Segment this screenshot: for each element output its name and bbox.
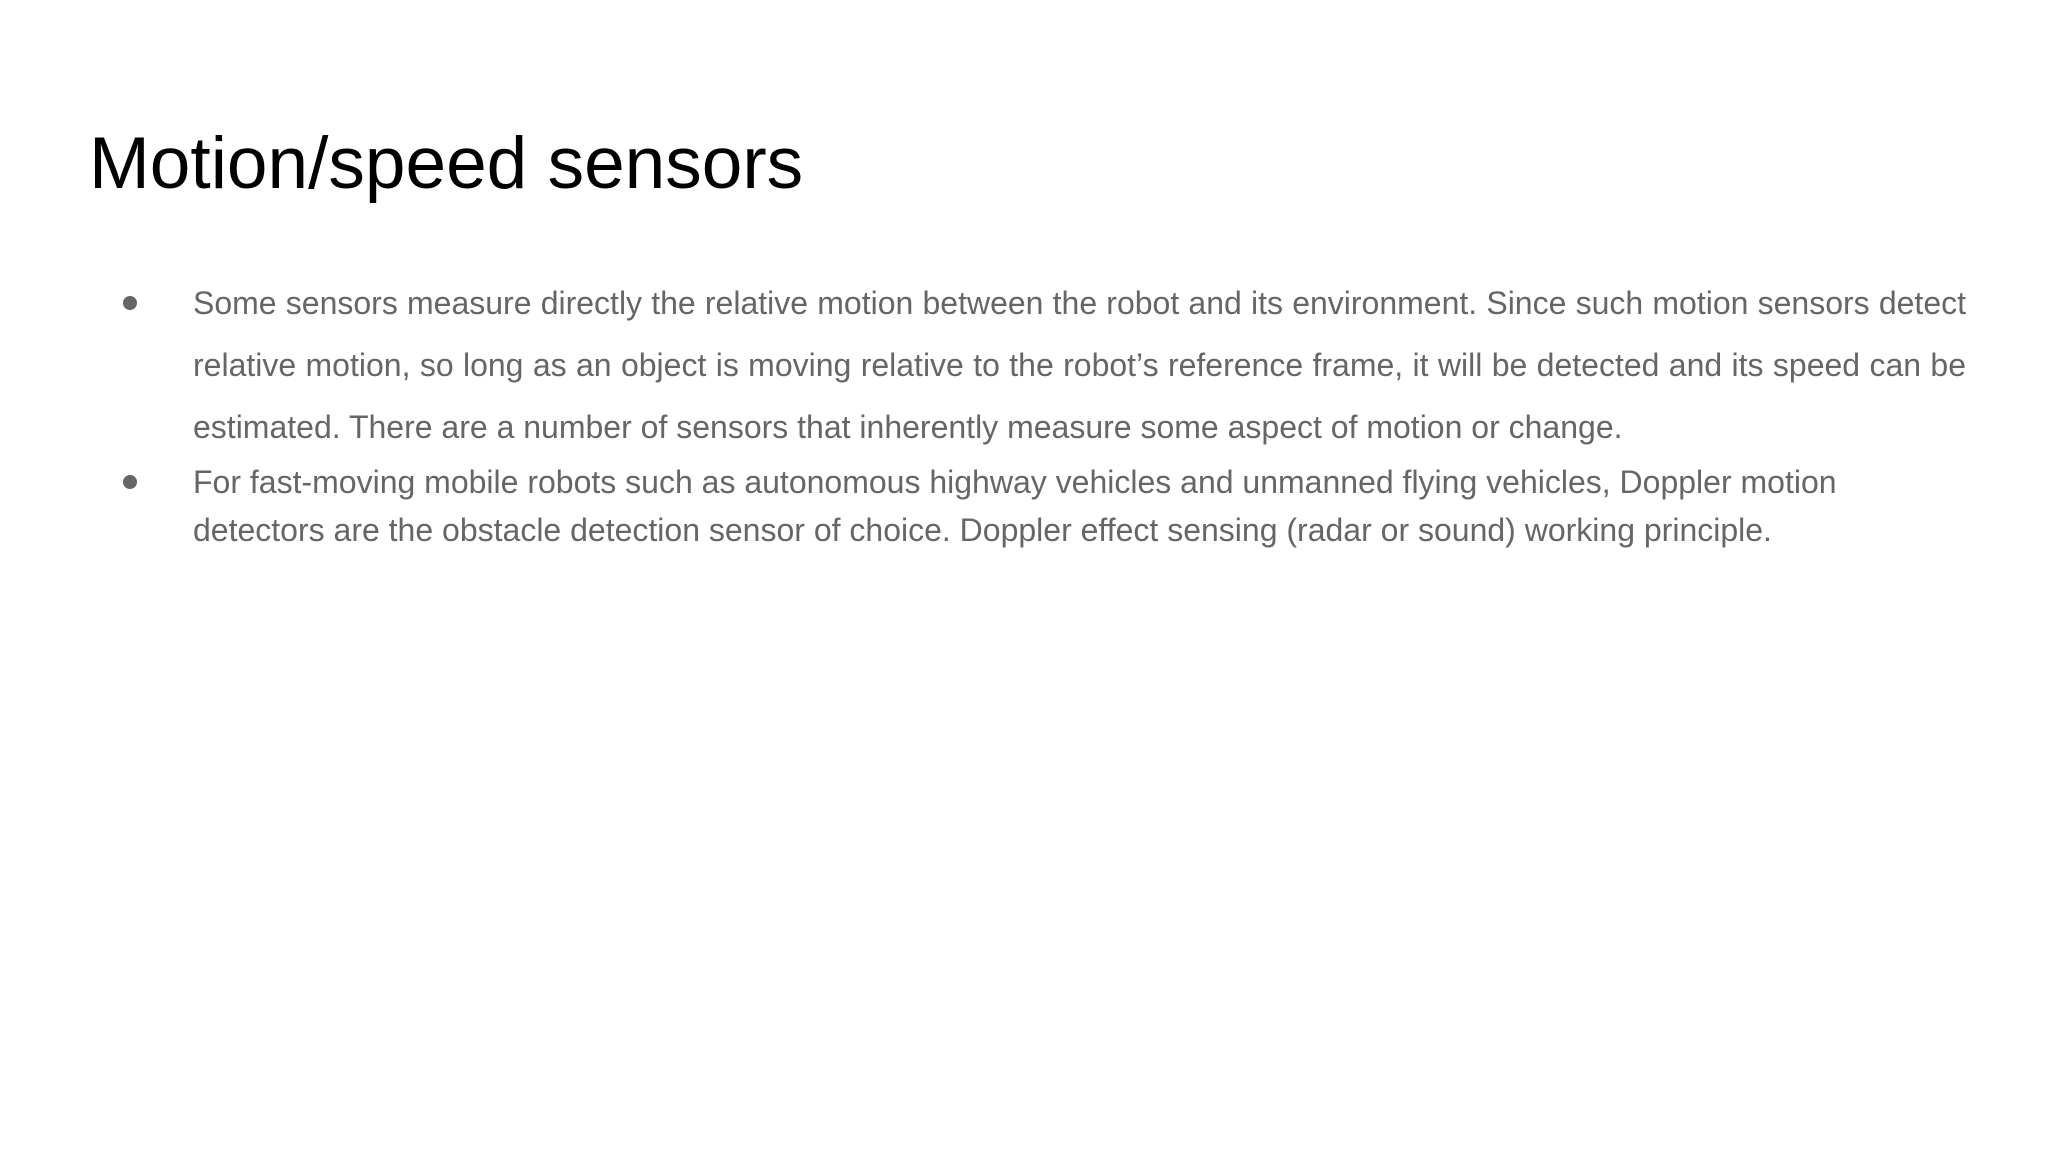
bullet-dot-icon bbox=[123, 296, 137, 310]
bullet-item bbox=[0, 458, 2048, 554]
bullet-text: For fast-moving mobile robots such as autonomous highway vehicles and unmanned flying vehicles, Doppler motion detectors are the obstacle detection sensor of choice. Doppler effect sensing (radar or sound) working principle. bbox=[193, 464, 1837, 548]
slide-title: Motion/speed sensors bbox=[89, 123, 804, 204]
bullet-list bbox=[0, 272, 2048, 554]
bullet-text: Some sensors measure directly the relative motion between the robot and its environment. Since such motion sensors detect relative motion, so long as an object is moving relative to the robot’s reference frame, it will be detected and its speed can be estimated. There are a number of sensors that inherently measure some aspect of motion or change. bbox=[193, 285, 1966, 445]
bullet-dot-icon bbox=[123, 475, 137, 489]
bullet-item bbox=[0, 272, 2048, 458]
